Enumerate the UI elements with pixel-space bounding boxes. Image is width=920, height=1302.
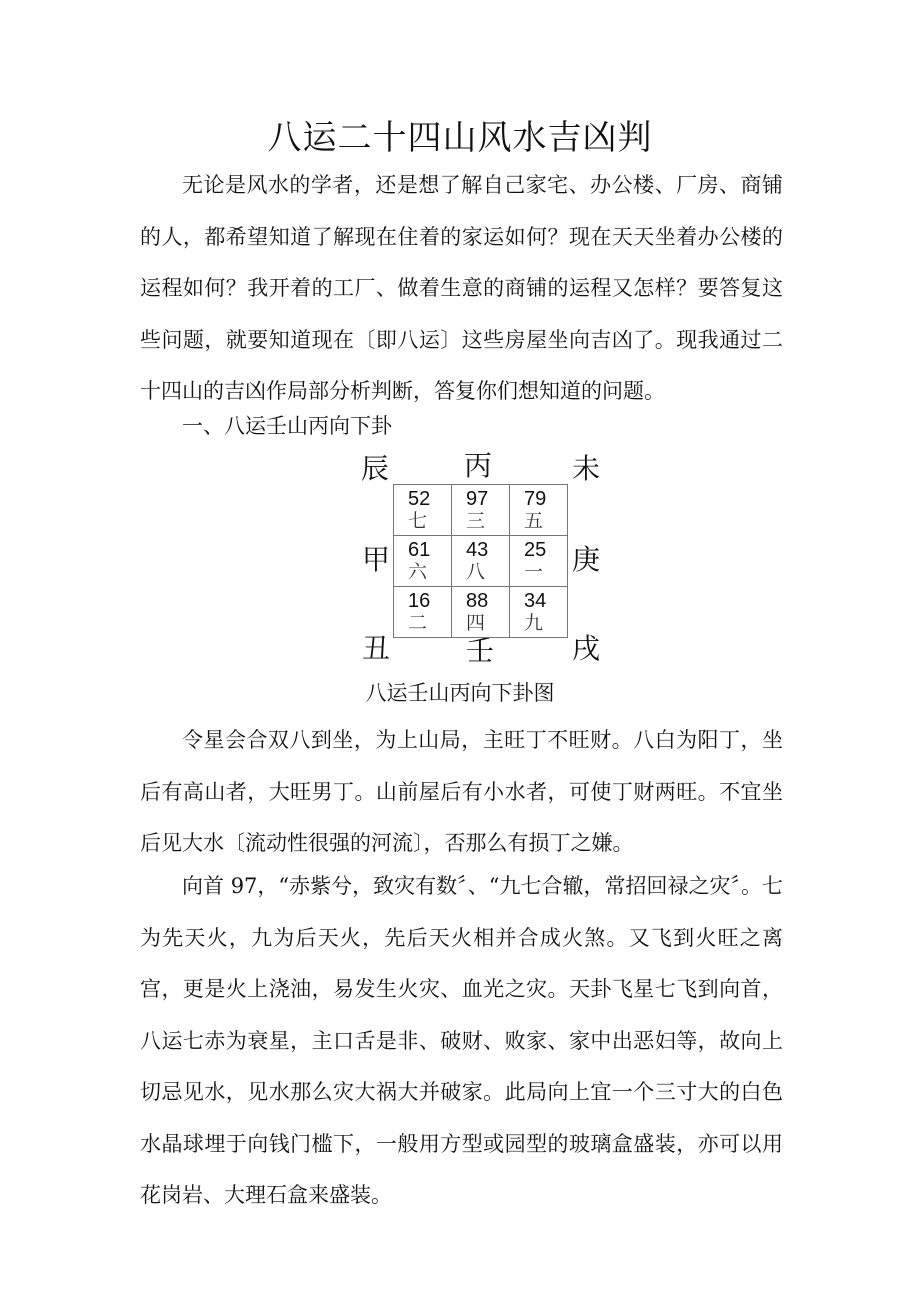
direction-bottom-left: 丑: [362, 632, 391, 665]
grid-row: [394, 587, 568, 638]
grid-cell: [510, 485, 568, 536]
grid-row: [394, 485, 568, 536]
base-star: 一: [524, 561, 544, 583]
direction-top-right: 未: [572, 452, 601, 485]
grid-cell: [452, 485, 510, 536]
star-numbers: 88: [466, 590, 489, 612]
grid-cell: [452, 587, 510, 638]
analysis-paragraph-2: 向首 97，“赤紫兮，致灾有数〞、“九七合辙，常招回禄之灾〞。七为先天火，九为后天火，先后天火相并合成火煞。又飞到火旺之离宫，更是火上浇油，易发生火灾、血光之灾。天卦飞星七飞到向首，八运七赤为衰星，主口舌是非、破财、败家、家中出恶妇等，故向上切忌见水，见水那么灾大祸大并破家。此局向上宜一个三寸大的白色水晶球埋于向钱门槛下，一般用方型或园型的玻璃盒盛装，亦可以用花岗岩、大理石盒来盛装。: [140, 874, 783, 1207]
base-star: 七: [408, 510, 428, 532]
base-star: 五: [524, 510, 544, 532]
direction-bottom-center: 壬: [466, 634, 495, 667]
base-star: 三: [466, 510, 486, 532]
grid-row: [394, 536, 568, 587]
base-star: 六: [408, 561, 428, 583]
star-numbers: 43: [466, 539, 489, 561]
intro-paragraph: 无论是风水的学者，还是想了解自己家宅、办公楼、厂房、商铺的人，都希望知道了解现在住着的家运如何？现在天天坐着办公楼的运程如何？我开着的工厂、做着生意的商铺的运程又怎样？要答复这些问题，就要知道现在〔即八运〕这些房屋坐向吉凶了。现我通过二十四山的吉凶作局部分析判断，答复你们想知道的问题。: [140, 173, 783, 403]
base-star: 八: [466, 561, 486, 583]
direction-top-left: 辰: [361, 452, 390, 485]
star-numbers: 79: [524, 488, 547, 510]
flying-star-grid: [393, 484, 568, 638]
grid-cell: [510, 587, 568, 638]
diagram-caption: 八运壬山丙向下卦图: [365, 681, 555, 705]
analysis-paragraph-1: 令星会合双八到坐，为上山局，主旺丁不旺财。八白为阳丁，坐后有高山者，大旺男丁。山前屋后有小水者，可使丁财两旺。不宜坐后见大水〔流动性很强的河流〕，否那么有损丁之嫌。: [140, 728, 783, 855]
base-star: 二: [408, 612, 428, 634]
grid-cell: [394, 485, 452, 536]
section-heading: 一、八运壬山丙向下卦: [182, 414, 392, 438]
star-numbers: 97: [466, 488, 489, 510]
direction-bottom-right: 戌: [572, 632, 601, 665]
base-star: 四: [466, 612, 486, 634]
base-star: 九: [524, 612, 544, 634]
page-title: 八运二十四山风水吉凶判: [267, 118, 653, 158]
star-numbers: 52: [408, 488, 431, 510]
star-numbers: 61: [408, 539, 431, 561]
direction-middle-left: 甲: [362, 543, 391, 576]
grid-cell: [510, 536, 568, 587]
star-numbers: 34: [524, 590, 547, 612]
grid-cell: [394, 587, 452, 638]
direction-top-center: 丙: [464, 449, 493, 482]
grid-cell: [452, 536, 510, 587]
direction-middle-right: 庚: [572, 543, 601, 576]
star-numbers: 16: [408, 590, 431, 612]
grid-cell: [394, 536, 452, 587]
star-numbers: 25: [524, 539, 547, 561]
